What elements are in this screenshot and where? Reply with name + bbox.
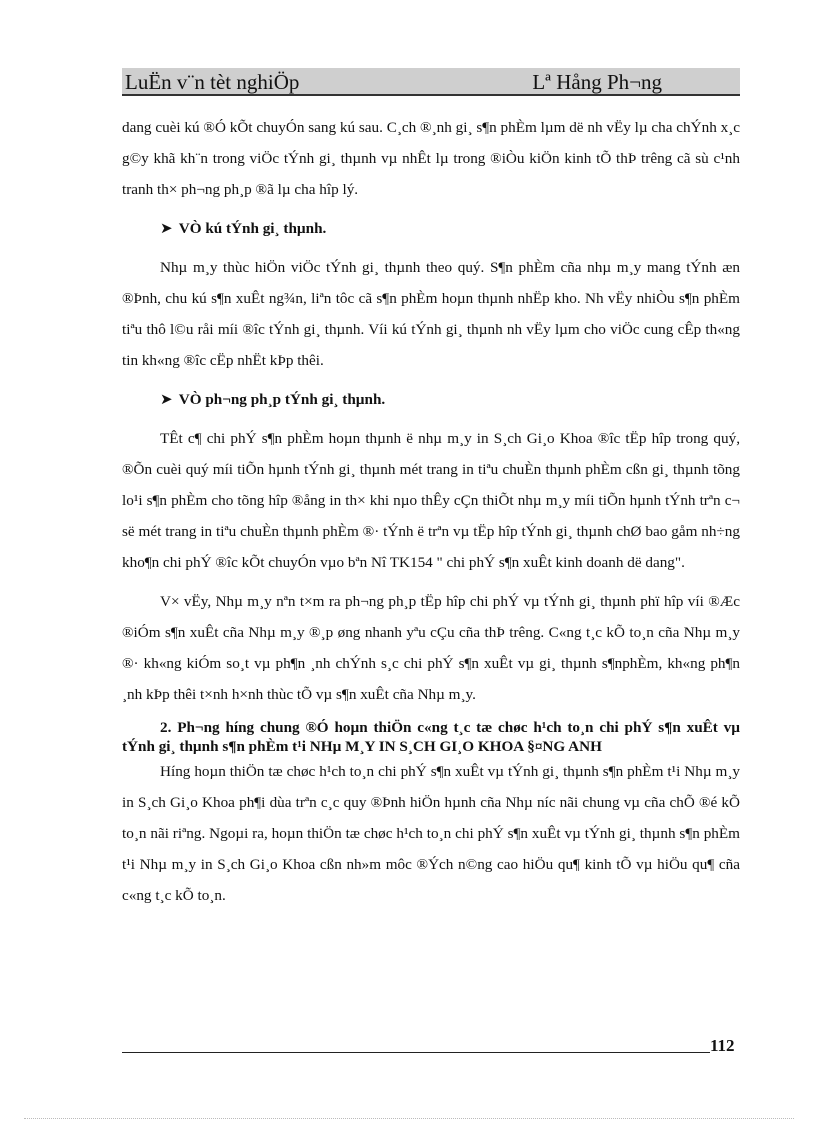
bullet-heading-period-text: VÒ kú tÝnh gi¸ thµnh. [178,220,327,237]
header-author-name: Lª Hång Ph¬ng [532,70,662,94]
footer-rule [122,1052,710,1053]
paragraph-3: TÊt c¶ chi phÝ s¶n phÈm hoµn thµnh ë nhµ m¸y in S¸ch Gi¸o Khoa ®îc tËp hîp trong quý, ®Õn cuèi quý míi tiÕn hµnh tÝnh gi¸ thµnh mét trang in tiªu chuÈn thµnh phÈm cßn gi¸ thµnh tõng lo¹i s¶n phÈm cho tõng hîp ®ång in th× khi nµo thÊy cÇn thiÕt nhµ m¸y míi tiÕn hµnh tÝnh trªn c¬ së mét trang in tiªu chuÈn thµnh phÈm ®· tÝnh ë trªn vµ tËp hîp tÝnh gi¸ thµnh chØ bao gåm nh÷ng kho¶n chi phÝ ®îc kÕt chuyÓn vµo bªn Nî TK154 " chi phÝ s¶n xuÊt kinh doanh dë dang". [122,430,740,571]
paragraph-4: V× vËy, Nhµ m¸y nªn t×m ra ph¬ng ph¸p tËp hîp chi phÝ vµ tÝnh gi¸ thµnh phï hîp víi ®Æc ®iÓm s¶n xuÊt cña Nhµ m¸y ®¸p øng nhanh yªu cÇu cña thÞ trêng. C«ng t¸c kÕ to¸n cña Nhµ m¸y ®· kh«ng kiÓm so¸t vµ ph¶n ¸nh chÝnh s¸c chi phÝ s¶n xuÊt vµ gi¸ thµnh s¶nphÈm, kh«ng ph¶n ¸nh kÞp thêi t×nh h×nh thùc tÕ vµ s¶n xuÊt cña Nhµ m¸y. [122,593,740,703]
bullet-heading-period [122,213,740,244]
page-body [122,112,740,919]
paragraph-2: Nhµ m¸y thùc hiÖn viÖc tÝnh gi¸ thµnh theo quý. S¶n phÈm cña nhµ m¸y mang tÝnh æn ®Þnh, chu kú s¶n xuÊt ng¾n, liªn tôc cã s¶n phÈm hoµn thµnh nhËp kho. Nh vËy nhiÒu s¶n phÈm tiªu thô l©u råi míi ®îc tÝnh gi¸ thµnh. Víi kú tÝnh gi¸ thµnh nh vËy lµm cho viÖc cung cÊp th«ng tin kh«ng ®îc cËp nhËt kÞp thêi. [122,259,740,369]
paragraph-1: dang cuèi kú ®Ó kÕt chuyÓn sang kú sau. C¸ch ®¸nh gi¸ s¶n phÈm lµm dë nh vËy lµ cha chÝnh x¸c g©y khã kh¨n trong viÖc tÝnh gi¸ thµnh vµ nhÊt lµ trong ®iÒu kiÖn kinh tÕ thÞ trêng cã sù c¹nh tranh th× ph¬ng ph¸p ®ã lµ cha hîp lý. [122,119,740,198]
page-edge-divider [24,1118,794,1119]
page-number: 112 [710,1036,735,1055]
arrow-bullet-icon: ➤ [160,391,173,408]
running-header [122,68,740,96]
section-heading: 2. Ph¬ng híng chung ®Ó hoµn thiÖn c«ng t¸c tæ chøc h¹ch to¸n chi phÝ s¶n xuÊt vµ tÝnh gi¸ thµnh s¶n phÈm t¹i NHµ M¸Y IN S¸CH GI¸O KHOA §¤NG ANH [122,719,740,755]
bullet-heading-method [122,384,740,415]
paragraph-5: Híng hoµn thiÖn tæ chøc h¹ch to¸n chi phÝ s¶n xuÊt vµ tÝnh gi¸ thµnh s¶n phÈm t¹i Nhµ m¸y in S¸ch Gi¸o Khoa ph¶i dùa trªn c¸c quy ®Þnh hiÖn hµnh cña Nhµ níc nãi chung vµ cña chÕ ®é kÕ to¸n nãi riªng. Ngoµi ra, hoµn thiÖn tæ chøc h¹ch to¸n chi phÝ s¶n xuÊt vµ tÝnh gi¸ thµnh s¶n phÈm t¹i Nhµ m¸y in S¸ch Gi¸o Khoa cßn nh»m môc ®Ých n©ng cao hiÖu qu¶ kinh tÕ vµ hiÖu qu¶ cña c«ng t¸c kÕ to¸n. [122,763,740,904]
header-thesis-title: LuËn v¨n tèt nghiÖp [125,70,300,94]
bullet-heading-method-text: VÒ ph¬ng ph¸p tÝnh gi¸ thµnh. [178,391,386,408]
arrow-bullet-icon: ➤ [160,220,173,237]
